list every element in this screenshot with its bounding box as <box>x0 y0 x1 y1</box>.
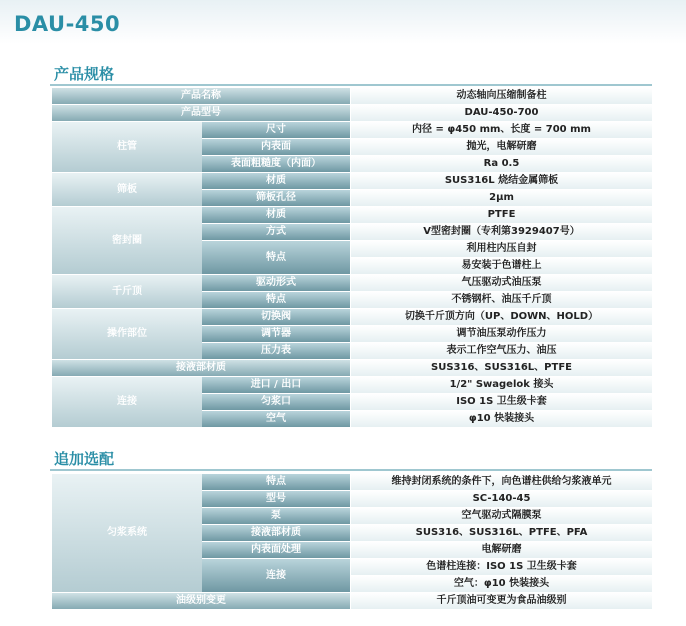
column-size-value: 内径 = φ450 mm、长度 = 700 mm <box>350 122 652 138</box>
connection-io-label: 进口 / 出口 <box>202 377 350 393</box>
connection-slurry-label: 匀浆口 <box>202 394 350 410</box>
slurry-connection-value-1: 色谱柱连接：ISO 1S 卫生级卡套 <box>350 559 652 575</box>
jack-drive-label: 驱动形式 <box>202 275 350 291</box>
connection-air-value: φ10 快装接头 <box>350 411 652 427</box>
operation-group-label: 操作部位 <box>52 309 202 359</box>
column-size-label: 尺寸 <box>202 122 350 138</box>
options-divider <box>50 469 652 471</box>
model-title: DAU-450 <box>14 12 121 36</box>
product-model-label: 产品型号 <box>52 105 350 121</box>
options-section-title: 追加选配 <box>54 450 115 468</box>
jack-drive-value: 气压驱动式油压泵 <box>350 275 652 291</box>
column-inner-label: 内表面 <box>202 139 350 155</box>
column-roughness-value: Ra 0.5 <box>350 156 652 172</box>
specs-section-title: 产品规格 <box>54 65 115 83</box>
column-group-label: 柱管 <box>52 122 202 172</box>
slurry-feature-label: 特点 <box>202 474 350 490</box>
seal-material-label: 材质 <box>202 207 350 223</box>
slurry-surface-label: 内表面处理 <box>202 542 350 558</box>
slurry-system-group-label: 匀浆系统 <box>52 474 202 592</box>
connection-air-label: 空气 <box>202 411 350 427</box>
slurry-wetted-value: SUS316、SUS316L、PTFE、PFA <box>350 525 652 541</box>
column-roughness-label: 表面粗糙度（内面） <box>202 156 350 172</box>
connection-group-label: 连接 <box>52 377 202 427</box>
operation-regulator-label: 调节器 <box>202 326 350 342</box>
seal-material-value: PTFE <box>350 207 652 223</box>
wetted-material-value: SUS316、SUS316L、PTFE <box>350 360 652 376</box>
operation-gauge-label: 压力表 <box>202 343 350 359</box>
operation-gauge-value: 表示工作空气压力、油压 <box>350 343 652 359</box>
jack-group-label: 千斤顶 <box>52 275 202 308</box>
product-name-label: 产品名称 <box>52 88 350 104</box>
seal-feature-value-2: 易安装于色谱柱上 <box>350 258 652 274</box>
sieve-group-label: 筛板 <box>52 173 202 206</box>
options-table <box>52 474 652 609</box>
jack-feature-label: 特点 <box>202 292 350 308</box>
wetted-material-label: 接液部材质 <box>52 360 350 376</box>
connection-io-value: 1/2" Swagelok 接头 <box>350 377 652 393</box>
column-inner-value: 抛光，电解研磨 <box>350 139 652 155</box>
operation-valve-label: 切换阀 <box>202 309 350 325</box>
slurry-connection-value-2: 空气：φ10 快装接头 <box>350 576 652 592</box>
oil-grade-label: 油级别变更 <box>52 593 350 609</box>
slurry-pump-label: 泵 <box>202 508 350 524</box>
product-model-value: DAU-450-700 <box>350 105 652 121</box>
slurry-model-label: 型号 <box>202 491 350 507</box>
slurry-pump-value: 空气驱动式隔膜泵 <box>350 508 652 524</box>
oil-grade-value: 千斤顶油可变更为食品油级别 <box>350 593 652 609</box>
seal-group-label: 密封圈 <box>52 207 202 274</box>
slurry-model-value: SC-140-45 <box>350 491 652 507</box>
jack-feature-value: 不锈钢杆、油压千斤顶 <box>350 292 652 308</box>
sieve-pore-label: 筛板孔径 <box>202 190 350 206</box>
specs-table <box>52 88 652 427</box>
specs-divider <box>50 84 652 86</box>
product-name-value: 动态轴向压缩制备柱 <box>350 88 652 104</box>
seal-method-label: 方式 <box>202 224 350 240</box>
slurry-wetted-label: 接液部材质 <box>202 525 350 541</box>
slurry-feature-value: 维持封闭系统的条件下，向色谱柱供给匀浆液单元 <box>350 474 652 490</box>
seal-method-value: V型密封圈（专利第3929407号） <box>350 224 652 240</box>
sieve-material-value: SUS316L 烧结金属筛板 <box>350 173 652 189</box>
seal-feature-label: 特点 <box>202 241 350 274</box>
operation-regulator-value: 调节油压泵动作压力 <box>350 326 652 342</box>
slurry-surface-value: 电解研磨 <box>350 542 652 558</box>
sieve-material-label: 材质 <box>202 173 350 189</box>
slurry-connection-label: 连接 <box>202 559 350 592</box>
seal-feature-value-1: 利用柱内压自封 <box>350 241 652 257</box>
sieve-pore-value: 2μm <box>350 190 652 206</box>
operation-valve-value: 切换千斤顶方向（UP、DOWN、HOLD） <box>350 309 652 325</box>
connection-slurry-value: ISO 1S 卫生级卡套 <box>350 394 652 410</box>
